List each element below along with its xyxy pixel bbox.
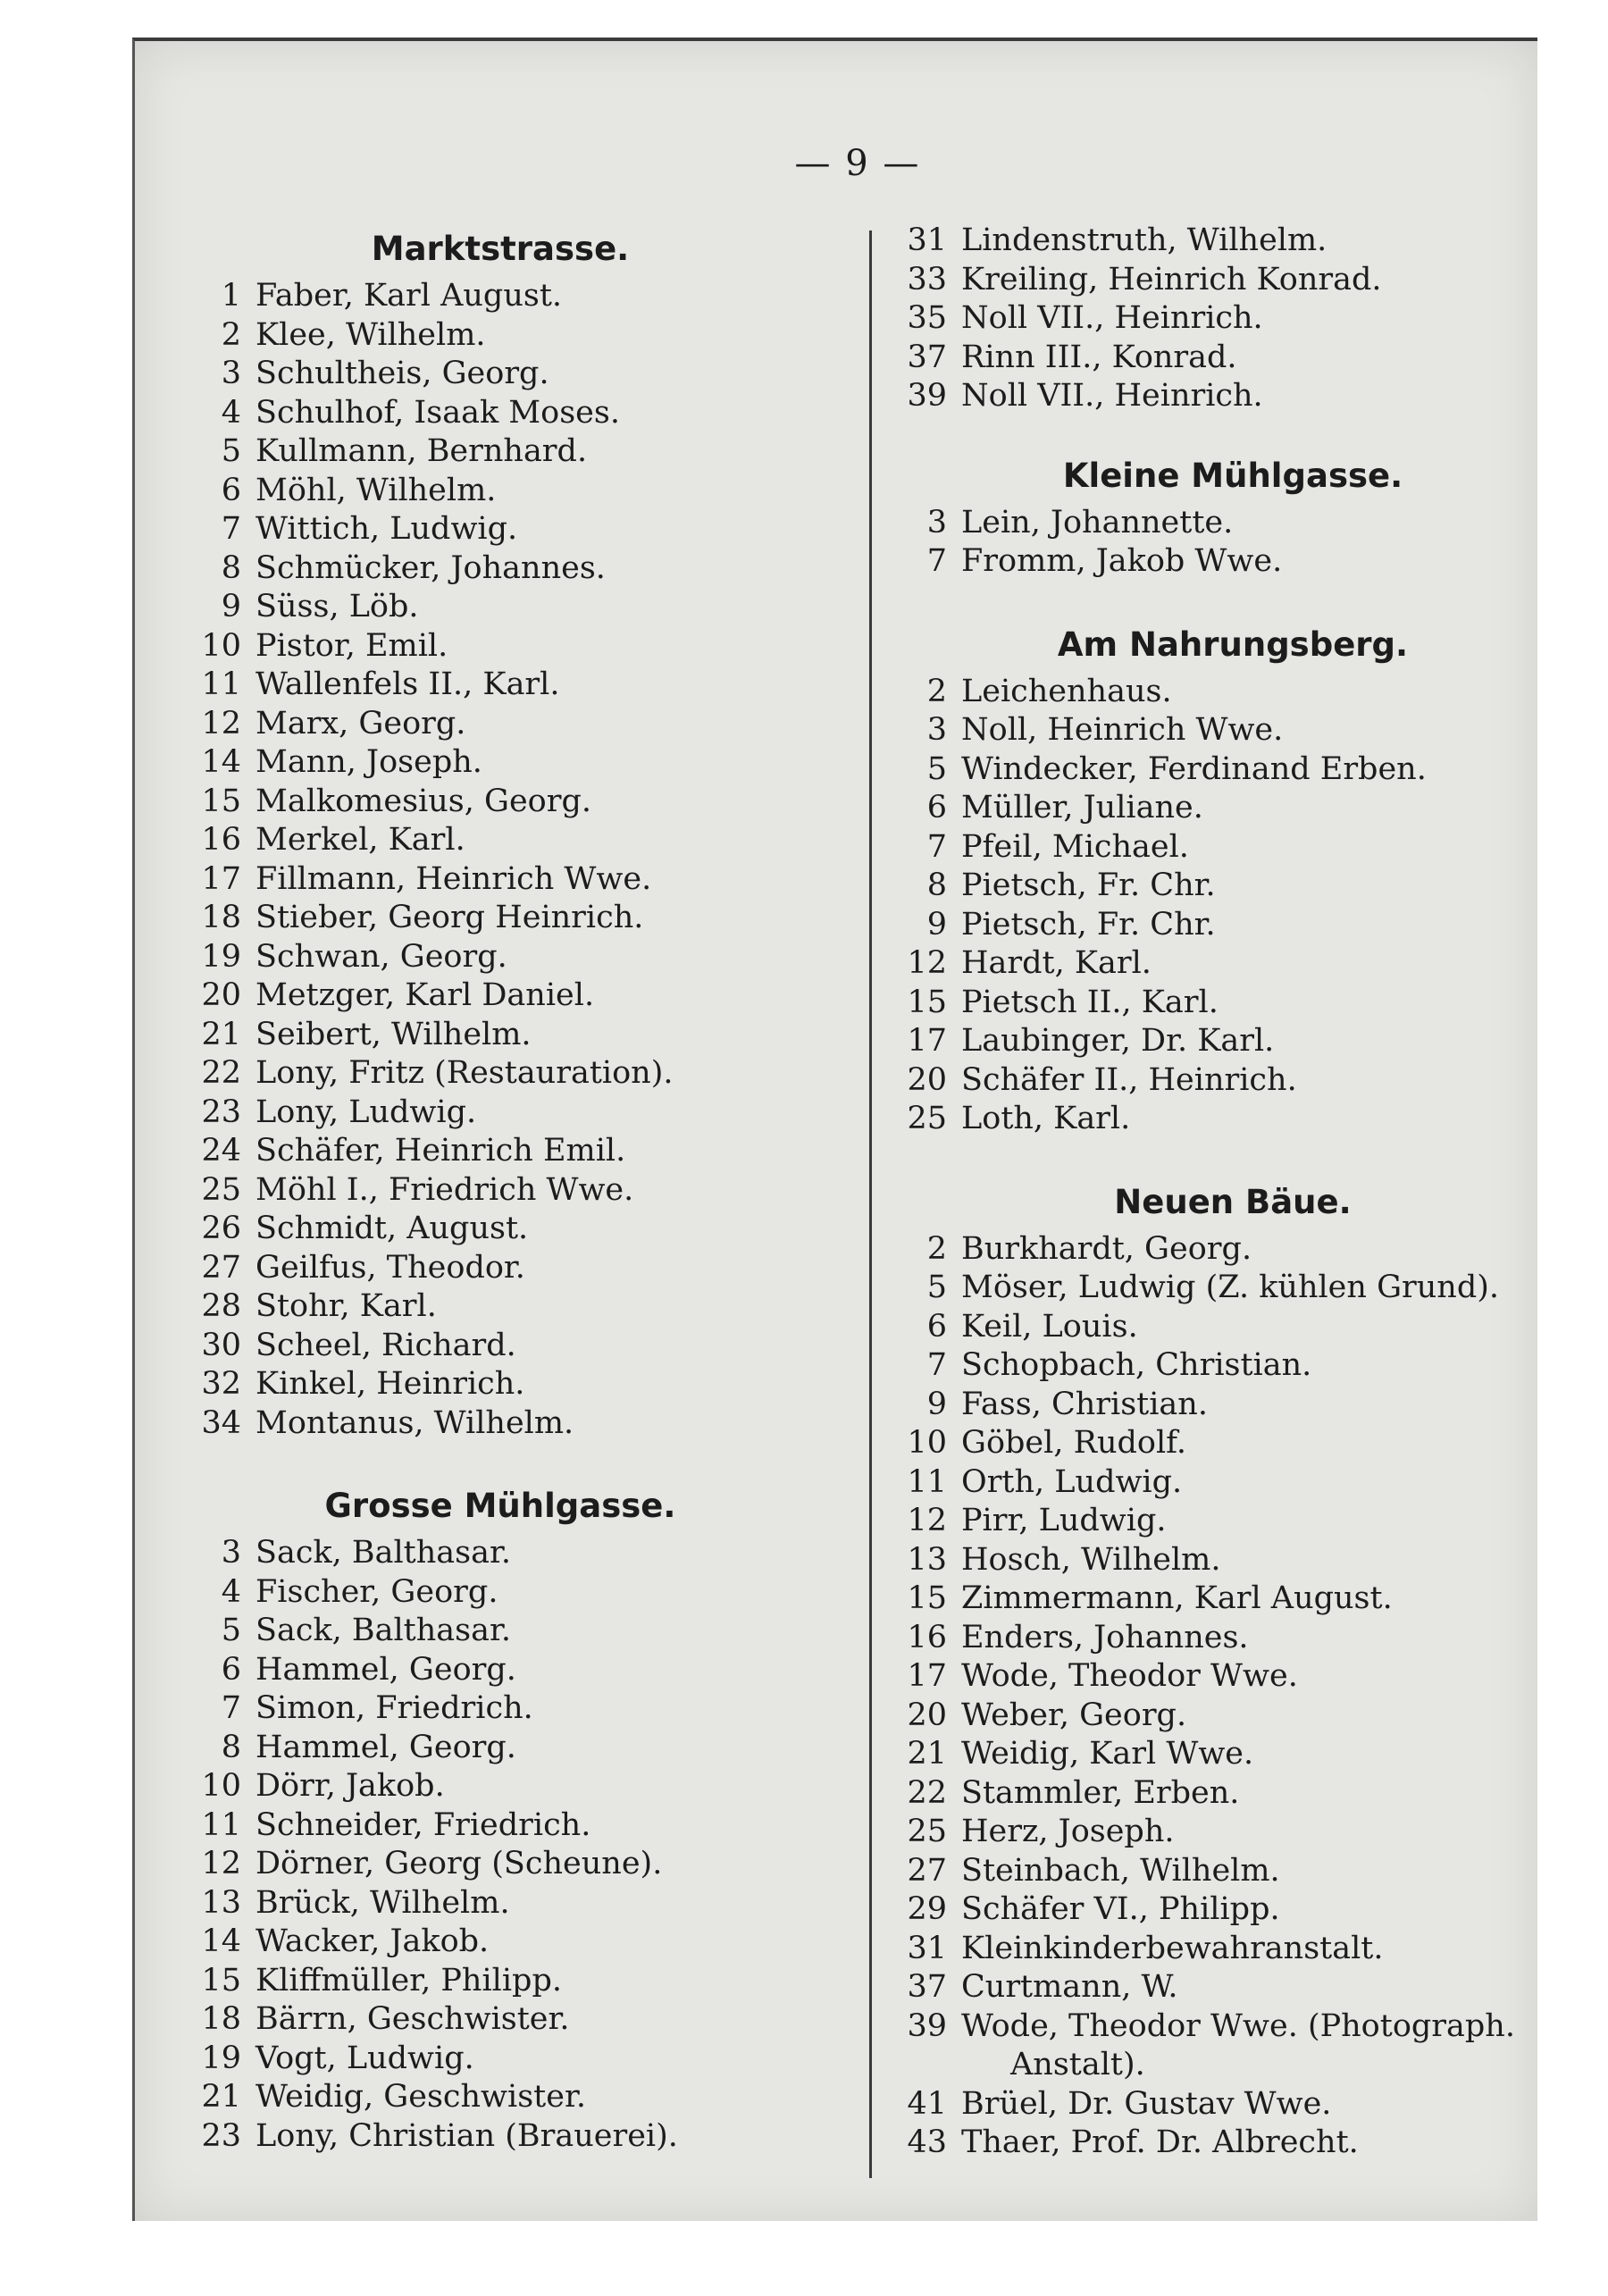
house-number: 32 — [201, 1366, 241, 1402]
directory-entry — [884, 1463, 1545, 1503]
resident-name: Weidig, Karl Wwe. — [961, 1736, 1254, 1772]
directory-entry — [884, 1308, 1545, 1347]
street-heading: Am Nahrungsberg. — [1057, 624, 1409, 664]
resident-name: Metzger, Karl Daniel. — [255, 977, 595, 1013]
resident-name: Sack, Balthasar. — [255, 1613, 511, 1648]
resident-name: Lony, Ludwig. — [255, 1094, 477, 1130]
house-number: 27 — [907, 1852, 947, 1889]
house-number: 25 — [907, 1101, 947, 1136]
directory-entry — [179, 355, 715, 394]
directory-entry — [179, 316, 715, 356]
directory-entry — [884, 1230, 1545, 1270]
directory-entry — [179, 1094, 715, 1133]
house-number: 12 — [907, 945, 947, 981]
resident-name: Lindenstruth, Wilhelm. — [961, 222, 1327, 258]
resident-name: Curtmann, W. — [961, 1969, 1178, 2005]
resident-name: Windecker, Ferdinand Erben. — [961, 750, 1427, 787]
resident-name: Schopbach, Christian. — [961, 1347, 1312, 1383]
directory-entry — [179, 1884, 715, 1923]
resident-name: Lein, Johannette. — [961, 504, 1234, 540]
house-number: 14 — [201, 1923, 241, 1959]
directory-entry — [179, 1806, 715, 1846]
resident-name: Thaer, Prof. Dr. Albrecht. — [961, 2124, 1359, 2160]
resident-name: Stieber, Georg Heinrich. — [255, 900, 644, 935]
directory-entry — [884, 1061, 1545, 1101]
directory-entry — [179, 705, 715, 744]
directory-entry — [884, 504, 1545, 543]
resident-name: Weber, Georg. — [961, 1697, 1187, 1733]
resident-name: Schneider, Friedrich. — [255, 1806, 591, 1843]
directory-entry — [884, 2124, 1545, 2163]
directory-entry — [884, 2007, 1545, 2085]
house-number: 5 — [221, 433, 241, 469]
directory-entry — [179, 1767, 715, 1806]
left-column — [179, 222, 715, 2191]
directory-entry — [884, 1541, 1545, 1580]
resident-name: Pistor, Emil. — [255, 627, 448, 664]
resident-name: Schäfer II., Heinrich. — [961, 1061, 1297, 1098]
resident-name: Malkomesius, Georg. — [255, 783, 591, 819]
house-number: 11 — [201, 666, 241, 702]
house-number: 18 — [201, 900, 241, 935]
house-number: 29 — [907, 1891, 947, 1927]
house-number: 7 — [926, 543, 947, 579]
resident-name: Montanus, Wilhelm. — [255, 1404, 574, 1441]
directory-entry — [884, 1930, 1545, 1969]
resident-name: Wallenfels II., Karl. — [255, 666, 560, 702]
house-number: 1 — [221, 278, 241, 314]
house-number: 11 — [907, 1463, 947, 1500]
directory-entry — [884, 789, 1545, 828]
house-number: 12 — [907, 1503, 947, 1538]
directory-entry — [179, 2040, 715, 2079]
street-section-neuen-baeue — [884, 1175, 1545, 2163]
house-number: 23 — [201, 1094, 241, 1130]
resident-name: Göbel, Rudolf. — [961, 1425, 1186, 1461]
house-number: 17 — [907, 1023, 947, 1059]
directory-entry — [884, 750, 1545, 790]
house-number: 10 — [201, 627, 241, 664]
house-number: 3 — [221, 356, 241, 391]
house-number: 5 — [926, 1270, 947, 1305]
resident-name: Kreiling, Heinrich Konrad. — [961, 261, 1382, 297]
directory-entry — [179, 1016, 715, 1055]
resident-name-continuation: Anstalt). — [1010, 2047, 1145, 2082]
house-number: 33 — [907, 261, 947, 297]
directory-entry — [179, 1923, 715, 1962]
resident-name: Hosch, Wilhelm. — [961, 1541, 1221, 1578]
house-number: 20 — [201, 977, 241, 1013]
house-number: 20 — [907, 1061, 947, 1098]
house-number: 7 — [221, 1690, 241, 1726]
resident-name: Rinn III., Konrad. — [961, 339, 1237, 375]
directory-entry — [884, 2085, 1545, 2124]
directory-entry — [179, 472, 715, 511]
directory-entry — [179, 2117, 715, 2157]
resident-name: Steinbach, Wilhelm. — [961, 1852, 1280, 1889]
house-number: 15 — [907, 984, 947, 1020]
resident-name: Mann, Joseph. — [255, 744, 482, 780]
directory-entry — [179, 899, 715, 938]
house-number: 2 — [221, 316, 241, 353]
resident-name: Sack, Balthasar. — [255, 1535, 511, 1571]
house-number: 35 — [907, 300, 947, 336]
directory-entry — [884, 339, 1545, 378]
directory-entry — [884, 1269, 1545, 1308]
resident-name: Marx, Georg. — [255, 705, 466, 742]
resident-name: Geilfus, Theodor. — [255, 1249, 525, 1286]
resident-name: Wode, Theodor Wwe. (Photograph. — [961, 2007, 1515, 2044]
resident-name: Noll VII., Heinrich. — [961, 300, 1263, 336]
house-number: 3 — [221, 1535, 241, 1571]
resident-name: Faber, Karl August. — [255, 278, 563, 314]
house-number: 5 — [926, 750, 947, 787]
resident-name: Kinkel, Heinrich. — [255, 1366, 525, 1402]
directory-entry — [884, 1813, 1545, 1852]
directory-entry — [884, 261, 1545, 300]
resident-name: Kleinkinderbewahranstalt. — [961, 1930, 1384, 1966]
resident-name: Hammel, Georg. — [255, 1651, 516, 1688]
directory-entry — [884, 944, 1545, 984]
resident-name: Fass, Christian. — [961, 1386, 1208, 1422]
house-number: 7 — [221, 511, 241, 547]
street-section-marktstrasse — [179, 222, 715, 1443]
directory-entry — [884, 828, 1545, 867]
resident-name: Pfeil, Michael. — [961, 828, 1189, 865]
house-number: 30 — [201, 1327, 241, 1363]
house-number: 7 — [926, 1347, 947, 1383]
house-number: 14 — [201, 744, 241, 780]
directory-entry — [884, 673, 1545, 712]
directory-entry — [179, 1962, 715, 2001]
directory-entry — [179, 821, 715, 860]
house-number: 25 — [201, 1171, 241, 1208]
resident-name: Kullmann, Bernhard. — [255, 433, 588, 469]
resident-name: Dörner, Georg (Scheune). — [255, 1846, 663, 1881]
house-number: 37 — [907, 339, 947, 375]
resident-name: Fillmann, Heinrich Wwe. — [255, 860, 652, 897]
house-number: 22 — [201, 1055, 241, 1091]
street-heading: Kleine Mühlgasse. — [1062, 456, 1403, 495]
directory-entry — [179, 1327, 715, 1366]
directory-entry — [884, 299, 1545, 339]
house-number: 4 — [221, 1573, 241, 1610]
directory-entry — [179, 1365, 715, 1404]
house-number: 9 — [221, 589, 241, 624]
house-number: 15 — [201, 1962, 241, 1999]
street-heading: Marktstrasse. — [371, 230, 630, 268]
directory-entry — [884, 1657, 1545, 1697]
resident-name: Pirr, Ludwig. — [961, 1503, 1167, 1538]
resident-name: Schäfer, Heinrich Emil. — [255, 1133, 626, 1169]
house-number: 9 — [926, 906, 947, 943]
house-number: 10 — [907, 1425, 947, 1461]
directory-entry — [179, 2000, 715, 2040]
house-number: 9 — [926, 1386, 947, 1422]
resident-name: Wode, Theodor Wwe. — [961, 1658, 1298, 1694]
resident-name: Keil, Louis. — [961, 1308, 1138, 1345]
resident-name: Herz, Joseph. — [961, 1814, 1175, 1849]
resident-name: Klee, Wilhelm. — [255, 316, 486, 353]
resident-name: Süss, Löb. — [255, 589, 419, 624]
resident-name: Brück, Wilhelm. — [255, 1884, 510, 1921]
directory-entry — [179, 1404, 715, 1444]
resident-name: Wittich, Ludwig. — [255, 511, 518, 547]
resident-name: Pietsch II., Karl. — [961, 984, 1219, 1020]
directory-entry — [179, 588, 715, 627]
street-heading: Grosse Mühlgasse. — [324, 1487, 676, 1525]
house-number: 6 — [221, 1651, 241, 1688]
directory-entry — [884, 542, 1545, 582]
house-number: 11 — [201, 1806, 241, 1843]
resident-name: Möser, Ludwig (Z. kühlen Grund). — [961, 1270, 1500, 1305]
house-number: 39 — [907, 378, 947, 414]
house-number: 6 — [221, 472, 241, 508]
street-section-am-nahrungsberg — [884, 617, 1545, 1139]
house-number: 8 — [221, 1729, 241, 1765]
house-number: 8 — [221, 549, 241, 586]
resident-name: Laubinger, Dr. Karl. — [961, 1023, 1275, 1059]
resident-name: Pietsch, Fr. Chr. — [961, 906, 1216, 943]
resident-name: Simon, Friedrich. — [255, 1690, 533, 1726]
house-number: 22 — [907, 1774, 947, 1811]
directory-entry — [179, 277, 715, 316]
house-number: 24 — [201, 1133, 241, 1169]
resident-name: Brüel, Dr. Gustav Wwe. — [961, 2085, 1332, 2122]
page-number: — 9 — — [794, 143, 921, 184]
resident-name: Hardt, Karl. — [961, 945, 1152, 981]
house-number: 15 — [907, 1580, 947, 1616]
directory-entry — [179, 743, 715, 783]
directory-entry — [179, 1287, 715, 1327]
resident-name-block — [961, 2007, 1515, 2085]
directory-entry — [179, 1845, 715, 1884]
directory-entry — [884, 377, 1545, 416]
directory-entry — [179, 1534, 715, 1573]
directory-entry — [884, 1346, 1545, 1386]
resident-name: Zimmermann, Karl August. — [961, 1580, 1393, 1616]
street-section-continued — [884, 222, 1545, 416]
directory-entry — [884, 1424, 1545, 1463]
resident-name: Merkel, Karl. — [255, 822, 465, 858]
house-number: 6 — [926, 1308, 947, 1345]
house-number: 31 — [907, 222, 947, 258]
house-number: 18 — [201, 2001, 241, 2037]
house-number: 7 — [926, 828, 947, 865]
resident-name: Bärrn, Geschwister. — [255, 2001, 570, 2037]
resident-name: Schmücker, Johannes. — [255, 549, 606, 586]
directory-entry — [884, 1774, 1545, 1814]
directory-entry — [179, 394, 715, 433]
house-number: 25 — [907, 1814, 947, 1849]
directory-entry — [884, 1022, 1545, 1061]
directory-entry — [179, 1171, 715, 1211]
resident-name: Lony, Fritz (Restauration). — [255, 1055, 674, 1091]
house-number: 12 — [201, 705, 241, 742]
directory-entry — [179, 1249, 715, 1288]
resident-name: Orth, Ludwig. — [961, 1463, 1183, 1500]
directory-entry — [884, 1502, 1545, 1541]
house-number: 4 — [221, 394, 241, 431]
column-divider — [869, 230, 872, 2178]
resident-name: Möhl I., Friedrich Wwe. — [255, 1171, 634, 1208]
resident-name: Pietsch, Fr. Chr. — [961, 867, 1216, 903]
house-number: 37 — [907, 1969, 947, 2005]
directory-entry — [179, 432, 715, 472]
directory-entry — [179, 1689, 715, 1729]
house-number: 19 — [201, 938, 241, 975]
house-number: 6 — [926, 790, 947, 825]
house-number: 21 — [201, 2079, 241, 2115]
directory-entry — [179, 1573, 715, 1613]
directory-entry — [884, 867, 1545, 906]
directory-entry — [884, 1890, 1545, 1930]
house-number: 16 — [907, 1619, 947, 1655]
house-number: 27 — [201, 1249, 241, 1286]
directory-entry — [179, 783, 715, 822]
directory-entry — [179, 549, 715, 589]
resident-name: Hammel, Georg. — [255, 1729, 516, 1765]
directory-entry — [884, 1100, 1545, 1139]
right-column — [884, 222, 1545, 2199]
street-section-grosse-muehlgasse — [179, 1479, 715, 2156]
house-number: 23 — [201, 2117, 241, 2154]
house-number: 31 — [907, 1930, 947, 1966]
resident-name: Schmidt, August. — [255, 1211, 529, 1246]
house-number: 19 — [201, 2040, 241, 2076]
directory-entry — [884, 906, 1545, 945]
resident-name: Stohr, Karl. — [255, 1288, 437, 1324]
resident-name: Fischer, Georg. — [255, 1573, 498, 1610]
house-number: 10 — [201, 1768, 241, 1804]
street-section-kleine-muehlgasse — [884, 448, 1545, 582]
house-number: 17 — [201, 860, 241, 897]
resident-name: Kliffmüller, Philipp. — [255, 1962, 562, 1999]
resident-name: Schultheis, Georg. — [255, 356, 549, 391]
house-number: 3 — [926, 504, 947, 540]
resident-name: Möhl, Wilhelm. — [255, 472, 497, 508]
resident-name: Müller, Juliane. — [961, 790, 1203, 825]
resident-name: Fromm, Jakob Wwe. — [961, 543, 1283, 579]
directory-entry — [179, 1210, 715, 1249]
directory-entry — [884, 984, 1545, 1023]
resident-name: Seibert, Wilhelm. — [255, 1016, 532, 1052]
house-number: 2 — [926, 673, 947, 709]
directory-entry — [179, 1132, 715, 1171]
house-number: 21 — [201, 1016, 241, 1052]
resident-name: Stammler, Erben. — [961, 1774, 1240, 1811]
house-number: 41 — [907, 2085, 947, 2122]
resident-name: Schäfer VI., Philipp. — [961, 1891, 1280, 1927]
directory-entry — [884, 1619, 1545, 1658]
directory-entry — [179, 1054, 715, 1094]
resident-name: Noll, Heinrich Wwe. — [961, 712, 1284, 748]
directory-entry — [179, 860, 715, 900]
directory-entry — [179, 1612, 715, 1651]
house-number: 34 — [201, 1404, 241, 1441]
house-number: 20 — [907, 1697, 947, 1733]
directory-entry — [884, 1697, 1545, 1736]
directory-entry — [884, 1735, 1545, 1774]
house-number: 43 — [907, 2124, 947, 2160]
resident-name: Vogt, Ludwig. — [255, 2040, 474, 2076]
resident-name: Loth, Karl. — [961, 1101, 1131, 1136]
resident-name: Wacker, Jakob. — [255, 1923, 490, 1959]
house-number: 26 — [201, 1211, 241, 1246]
directory-entry — [884, 1580, 1545, 1619]
directory-entry — [884, 711, 1545, 750]
resident-name: Lony, Christian (Brauerei). — [255, 2117, 678, 2154]
house-number: 15 — [201, 783, 241, 819]
directory-entry — [179, 666, 715, 705]
resident-name: Noll VII., Heinrich. — [961, 378, 1263, 414]
resident-name: Dörr, Jakob. — [255, 1768, 445, 1804]
resident-name: Weidig, Geschwister. — [255, 2079, 586, 2115]
resident-name: Schulhof, Isaak Moses. — [255, 394, 620, 431]
directory-entry — [884, 222, 1545, 261]
directory-entry — [884, 1968, 1545, 2007]
house-number: 2 — [926, 1230, 947, 1267]
house-number: 21 — [907, 1736, 947, 1772]
directory-entry — [179, 1729, 715, 1768]
resident-name: Schwan, Georg. — [255, 938, 507, 975]
directory-entry — [179, 627, 715, 666]
house-number: 13 — [201, 1884, 241, 1921]
house-number: 28 — [201, 1288, 241, 1324]
house-number: 8 — [926, 867, 947, 903]
directory-entry — [884, 1852, 1545, 1891]
directory-entry — [884, 1386, 1545, 1425]
resident-name: Burkhardt, Georg. — [961, 1230, 1252, 1267]
directory-entry — [179, 510, 715, 549]
resident-name: Enders, Johannes. — [961, 1619, 1249, 1655]
resident-name: Scheel, Richard. — [255, 1327, 516, 1363]
directory-entry — [179, 976, 715, 1016]
house-number: 3 — [926, 712, 947, 748]
resident-name: Leichenhaus. — [961, 673, 1172, 709]
directory-entry — [179, 1651, 715, 1690]
street-heading: Neuen Bäue. — [1114, 1182, 1352, 1221]
directory-entry — [179, 938, 715, 977]
house-number: 13 — [907, 1541, 947, 1578]
house-number: 16 — [201, 822, 241, 858]
directory-entry — [179, 2078, 715, 2117]
house-number: 12 — [201, 1846, 241, 1881]
house-number: 5 — [221, 1613, 241, 1648]
house-number: 17 — [907, 1658, 947, 1694]
house-number: 39 — [907, 2007, 947, 2044]
